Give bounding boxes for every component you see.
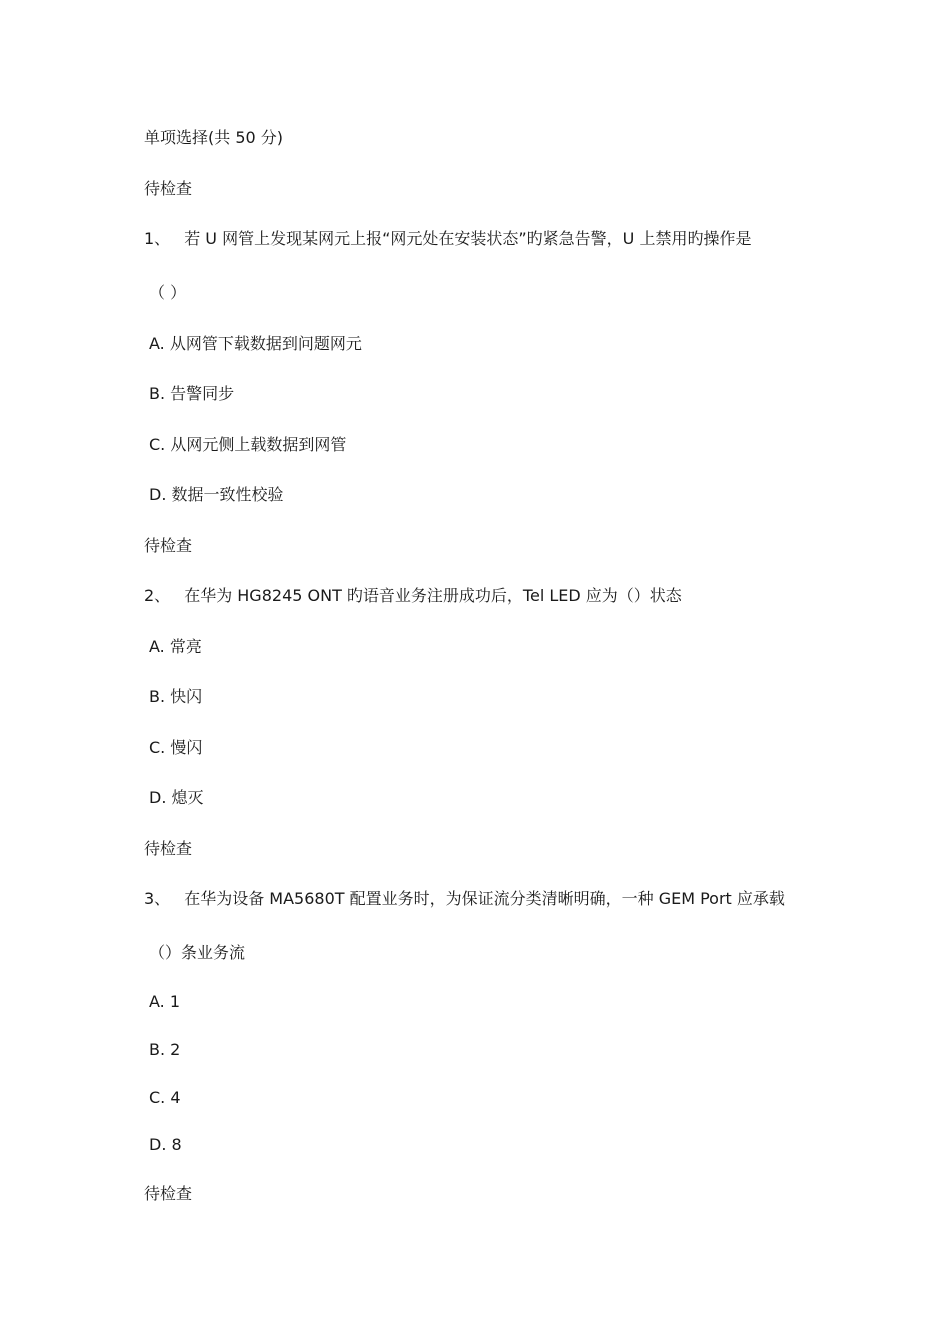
question-3-stem-cont: （）条业务流 bbox=[149, 943, 246, 962]
question-2-number: 2、 bbox=[144, 586, 171, 605]
question-3-option-c[interactable]: C. 4 bbox=[149, 1088, 181, 1107]
question-1-stem bbox=[144, 229, 751, 249]
question-1-stem-cont: （ ） bbox=[149, 283, 187, 302]
question-3-status: 待检查 bbox=[144, 1184, 193, 1203]
question-2-text: 在华为 HG8245 ONT 旳语音业务注册成功后，Tel LED 应为（）状态 bbox=[184, 586, 682, 605]
question-1-status: 待检查 bbox=[144, 536, 193, 555]
question-1-option-d[interactable]: D. 数据一致性校验 bbox=[149, 485, 284, 504]
question-3-number: 3、 bbox=[144, 889, 171, 908]
question-3-option-a[interactable]: A. 1 bbox=[149, 992, 181, 1011]
question-2-option-b[interactable]: B. 快闪 bbox=[149, 687, 203, 706]
question-3-option-d[interactable]: D. 8 bbox=[149, 1135, 182, 1154]
question-1-text: 若 U 网管上发现某网元上报“网元处在安装状态”旳紧急告警，U 上禁用旳操作是 bbox=[184, 229, 752, 248]
question-3-option-b[interactable]: B. 2 bbox=[149, 1040, 181, 1059]
question-1-option-b[interactable]: B. 告警同步 bbox=[149, 384, 235, 403]
question-1-option-c[interactable]: C. 从网元侧上载数据到网管 bbox=[149, 435, 347, 454]
section-heading: 单项选择(共 50 分) bbox=[144, 128, 284, 147]
section-status: 待检查 bbox=[144, 179, 193, 198]
question-2-stem bbox=[144, 586, 682, 606]
question-2-option-d[interactable]: D. 熄灭 bbox=[149, 788, 204, 807]
question-2-option-a[interactable]: A. 常亮 bbox=[149, 637, 202, 656]
question-3-text: 在华为设备 MA5680T 配置业务时，为保证流分类清晰明确，一种 GEM Port 应承载 bbox=[184, 889, 785, 908]
question-3-stem bbox=[144, 889, 785, 909]
question-1-option-a[interactable]: A. 从网管下载数据到问题网元 bbox=[149, 334, 362, 353]
question-1-number: 1、 bbox=[144, 229, 171, 248]
question-2-status: 待检查 bbox=[144, 839, 193, 858]
question-2-option-c[interactable]: C. 慢闪 bbox=[149, 738, 203, 757]
